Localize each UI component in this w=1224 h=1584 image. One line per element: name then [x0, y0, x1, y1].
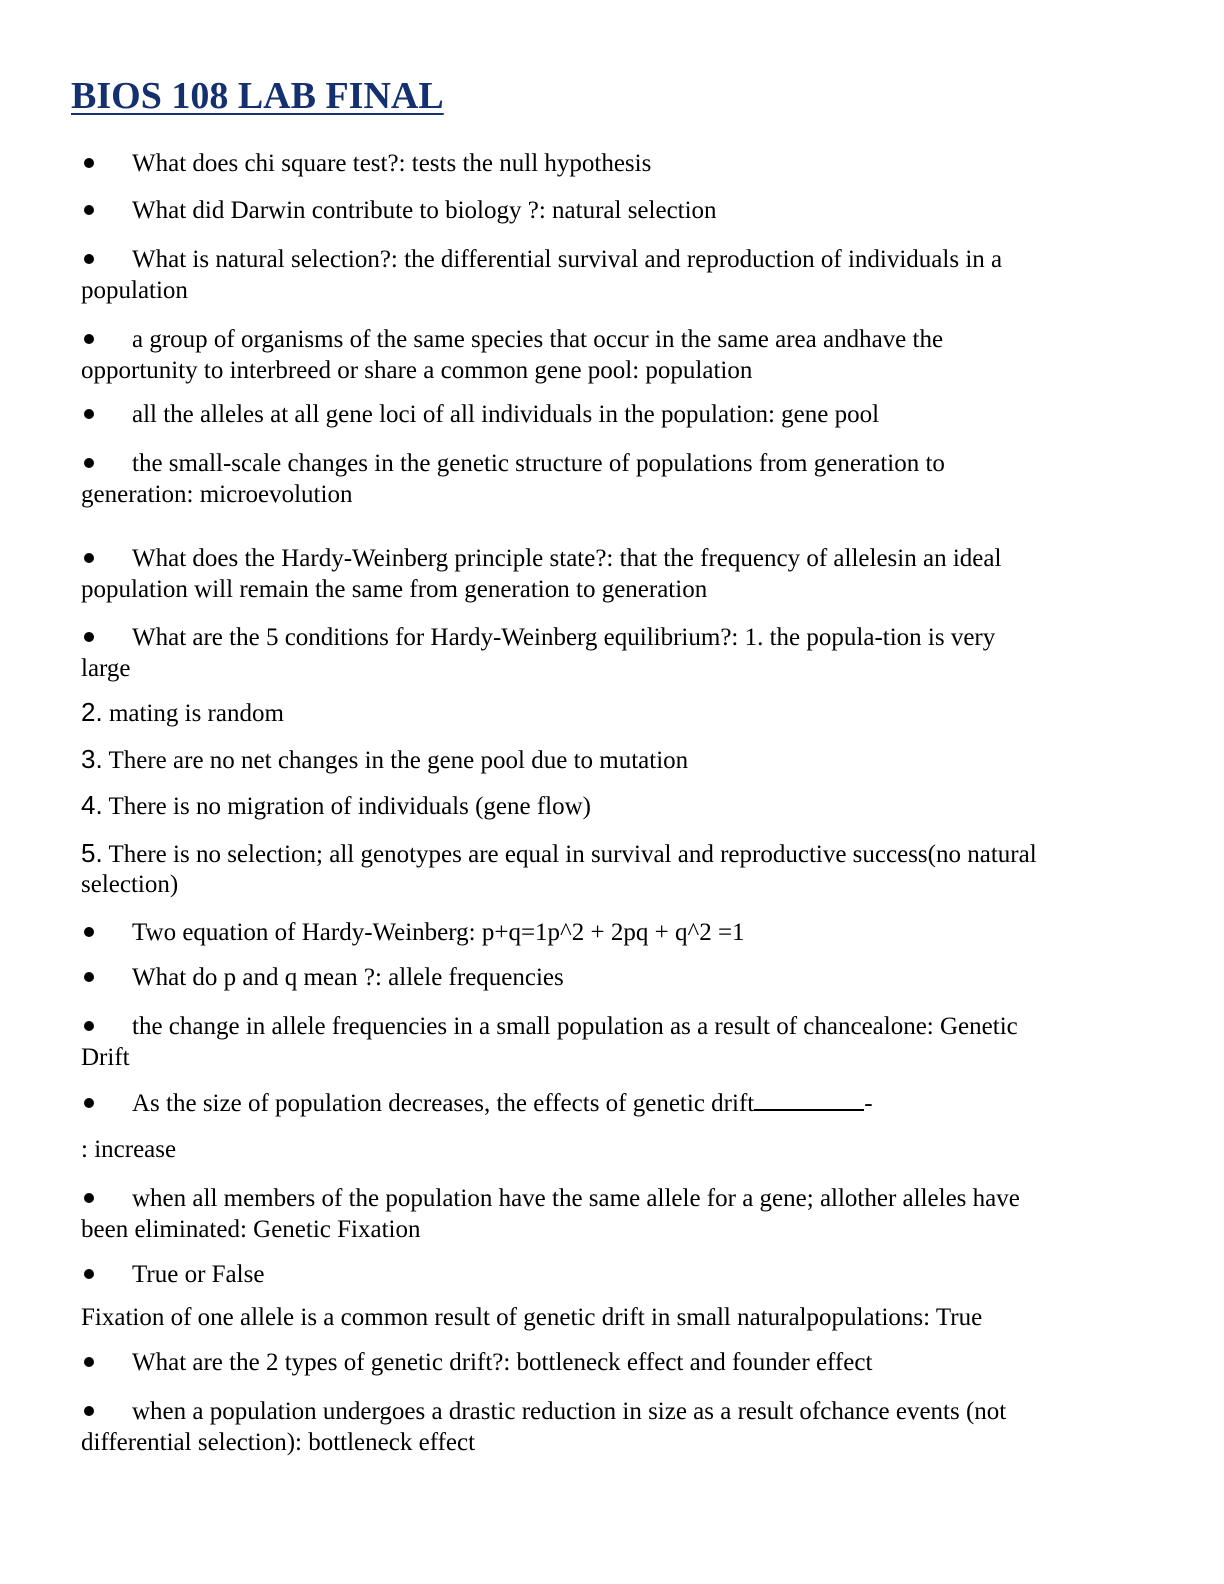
list-item	[81, 962, 1151, 993]
condition-number: 5.	[81, 838, 103, 868]
list-item	[81, 1396, 1151, 1427]
bullet-icon	[81, 195, 132, 226]
bullet-icon	[81, 1011, 132, 1042]
condition-text: There is no migration of individuals (gene flow)	[102, 793, 592, 820]
item-text: As the size of population decreases, the effects of genetic drift	[132, 1090, 755, 1117]
list-item-continuation: large	[81, 655, 131, 682]
item-text: when all members of the population have the same allele for a gene; allother alleles have	[132, 1185, 1020, 1212]
item-text: Two equation of Hardy-Weinberg: p+q=1p^2 + 2pq + q^2 =1	[132, 919, 745, 946]
bullet-icon	[81, 962, 132, 993]
fill-in-blank	[754, 1089, 864, 1111]
answer-line: Fixation of one allele is a common result of genetic drift in small naturalpopulations: True	[81, 1304, 983, 1331]
bullet-icon	[81, 543, 132, 574]
list-item	[81, 399, 1151, 430]
condition-item	[81, 838, 1151, 870]
condition-number: 4.	[81, 790, 103, 820]
bullet-icon	[81, 1396, 132, 1427]
bullet-icon	[81, 1088, 132, 1119]
condition-text: mating is random	[102, 700, 284, 727]
bullet-icon	[81, 917, 132, 948]
item-text: What did Darwin contribute to biology ?: natural selection	[132, 197, 717, 224]
list-item	[81, 448, 1151, 479]
item-text: What do p and q mean ?: allele frequencies	[132, 964, 564, 991]
list-item	[81, 148, 1151, 179]
list-item-continuation: Drift	[81, 1044, 130, 1071]
list-item	[81, 543, 1151, 574]
condition-item	[81, 744, 1151, 776]
bullet-icon	[81, 448, 132, 479]
condition-item	[81, 790, 1151, 822]
item-text: What are the 2 types of genetic drift?: bottleneck effect and founder effect	[132, 1349, 873, 1376]
item-text: the small-scale changes in the genetic structure of populations from generation to	[132, 450, 945, 477]
item-text: the change in allele frequencies in a small population as a result of chancealone: Genetic	[132, 1013, 1018, 1040]
bullet-icon	[81, 1259, 132, 1290]
item-text: True or False	[132, 1261, 265, 1288]
document-title: BIOS 108 LAB FINAL	[71, 75, 444, 117]
bullet-icon	[81, 399, 132, 430]
list-item	[81, 244, 1151, 275]
condition-item	[81, 697, 1151, 729]
list-item	[81, 1011, 1151, 1042]
bullet-icon	[81, 148, 132, 179]
list-item-continuation: generation: microevolution	[81, 481, 353, 508]
list-item	[81, 1183, 1151, 1214]
list-item	[81, 1259, 1151, 1290]
list-item-continuation: differential selection): bottleneck effect	[81, 1429, 476, 1456]
condition-number: 2.	[81, 697, 103, 727]
answer-line: : increase	[81, 1136, 177, 1163]
list-item-continuation: been eliminated: Genetic Fixation	[81, 1216, 421, 1243]
blank-dash: -	[864, 1090, 873, 1117]
bullet-icon	[81, 324, 132, 355]
list-item-continuation: population will remain the same from generation to generation	[81, 576, 708, 603]
bullet-icon	[81, 1183, 132, 1214]
list-item	[81, 622, 1151, 653]
list-item-continuation: opportunity to interbreed or share a common gene pool: population	[81, 357, 753, 384]
condition-text: There is no selection; all genotypes are equal in survival and reproductive success(no natural	[102, 841, 1037, 868]
condition-number: 3.	[81, 744, 103, 774]
list-item	[81, 324, 1151, 355]
list-item	[81, 917, 1151, 948]
bullet-icon	[81, 244, 132, 275]
item-text: a group of organisms of the same species that occur in the same area andhave the	[132, 326, 944, 353]
list-item	[81, 1088, 1151, 1119]
item-text: What is natural selection?: the differential survival and reproduction of individuals in a	[132, 246, 1003, 273]
item-text: when a population undergoes a drastic reduction in size as a result ofchance events (not	[132, 1398, 1007, 1425]
list-item-continuation: selection)	[81, 871, 179, 898]
item-text: What are the 5 conditions for Hardy-Weinberg equilibrium?: 1. the popula-tion is very	[132, 624, 996, 651]
condition-text: There are no net changes in the gene pool due to mutation	[102, 747, 689, 774]
list-item	[81, 195, 1151, 226]
list-item	[81, 1347, 1151, 1378]
list-item-continuation: population	[81, 277, 188, 304]
item-text: all the alleles at all gene loci of all individuals in the population: gene pool	[132, 401, 880, 428]
item-text: What does chi square test?: tests the null hypothesis	[132, 150, 652, 177]
bullet-icon	[81, 622, 132, 653]
bullet-icon	[81, 1347, 132, 1378]
item-text: What does the Hardy-Weinberg principle state?: that the frequency of allelesin an ideal	[132, 545, 1002, 572]
